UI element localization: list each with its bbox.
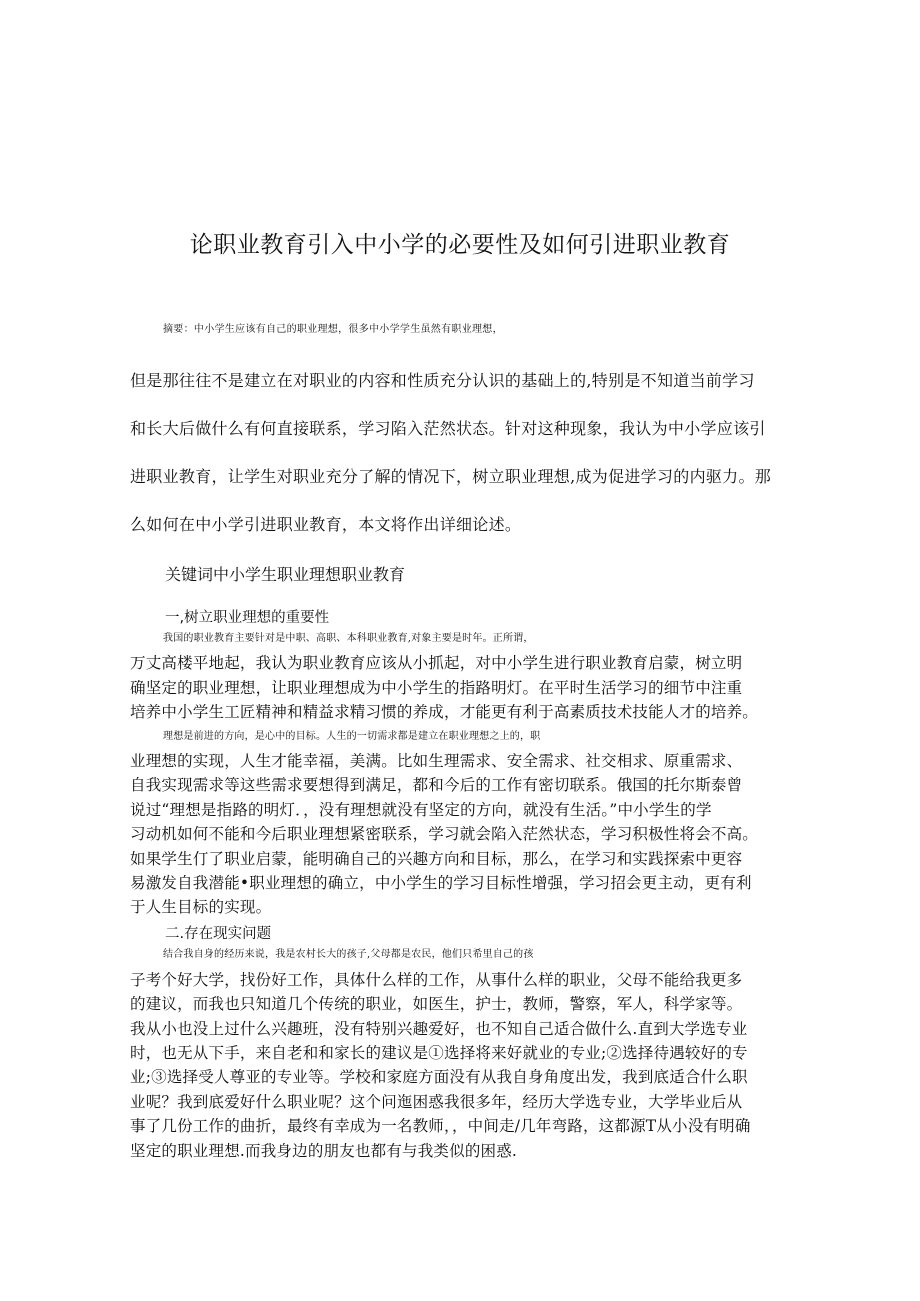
paragraph-line: 我从小也没上过什么兴趣班，没有特别兴趣爱好，也不知自己适合做什么.直到大学选专业 bbox=[130, 1020, 748, 1038]
paragraph-line: 确坚定的职业理想，让职业理想成为中小学生的指路明灯。在平时生活学习的细节中注重 bbox=[130, 679, 743, 697]
paragraph-line: 结合我自身的经历来说，我是农村长大的孩子,父母都是农民，他们只希里自己的孩 bbox=[163, 949, 534, 960]
section-heading: 二.存在现实问题 bbox=[165, 926, 272, 942]
paragraph-line: 培养中小学生工匠精神和精益求精习惯的养成，才能更有利于高素质技术技能人才的培养。 bbox=[130, 703, 759, 721]
section-heading: 一,树立职业理想的重要性 bbox=[165, 610, 330, 626]
paragraph-line: 于人生目标的实现。 bbox=[130, 898, 272, 916]
abstract-line: 进职业教育，让学生对职业充分了解的情况下，树立职业理想,成为促进学习的内驱力。那 bbox=[130, 467, 772, 486]
paragraph-line: 自我实现需求等这些需求要想得到满足，都和今后的工作有密切联系。俄国的托尔斯泰曾 bbox=[130, 776, 743, 794]
paragraph-line: 业呢？我到底爱好什么职业呢？这个问迤困惑我很多年，经历大学选专业，大学毕业后从 bbox=[130, 1093, 743, 1111]
abstract-line: 但是那往往不是建立在对职业的内容和性质充分认识的基础上的,特别是不知道当前学习 bbox=[130, 371, 755, 390]
document-title: 论职业教育引入中小学的必要性及如何引进职业教育 bbox=[189, 232, 731, 258]
paragraph-line: 我国的职业教育主要针对是中职、高职、本科职业教育,对象主要是时年。正所谓， bbox=[163, 633, 534, 644]
paragraph-line: 坚定的职业理想.而我身边的朋友也都有与我类似的困惑. bbox=[130, 1142, 518, 1160]
paragraph-line: 业;③选择受人尊亚的专业等。学校和家庭方面没有从我自身角度出发，我到底适合什么职 bbox=[130, 1068, 748, 1086]
paragraph-line: 子考个好大学，找份好工作，具体什么样的工作，从事什么样的职业，父母不能给我更多 bbox=[130, 971, 743, 989]
paragraph-line: 时，也无从下手，来自老和和家长的建议是①选择将来好就业的专业;②选择待遇较好的专 bbox=[130, 1044, 748, 1062]
abstract-line: 么如何在中小学引进职业教育，本文将作出详细论述。 bbox=[130, 515, 522, 534]
abstract-line: 和长大后做什么有何直接联系，学习陷入茫然状态。针对这种现象，我认为中小学应该引 bbox=[130, 419, 766, 438]
paragraph-line: 习动机如何不能和今后职业理想紧密联系，学习就会陷入茫然状态，学习积极性将会不高。 bbox=[130, 825, 759, 843]
paragraph-line: 万丈高楼平地起，我认为职业教育应该从小抓起，对中小学生进行职业教育启蒙，树立明 bbox=[130, 654, 743, 672]
paragraph-line: 业理想的实现，人生才能幸福，美满。比如生理需求、安全需求、社交相求、原重需求、 bbox=[130, 752, 743, 770]
paragraph-line: 事了几份工作的曲折，最终有幸成为一名教师，，中间走/几年弯路，这都源T从小没有明确 bbox=[130, 1117, 751, 1135]
paragraph-line: 如果学生仃了职业启蒙，能明确自己的兴趣方向和目标，那么，在学习和实践探索中更容 bbox=[130, 850, 743, 868]
paragraph-line: 的建议，而我也只知道几个传统的职业，如医生，护士，教师，警察，军人，科学家等。 bbox=[130, 995, 743, 1013]
paragraph-line: 说过“理想是指路的明灯．，没有理想就没有坚定的方向，就没有生活。”中小学生的学 bbox=[130, 801, 712, 819]
abstract-line: 摘要：中小学生应该有自己的职业理想，很多中小学学生虽然有职业理想， bbox=[163, 324, 503, 335]
keywords: 关键词中小学生职业理想职业教育 bbox=[165, 565, 406, 584]
paragraph-line: 易激发自我潜能•职业理想的确立，中小学生的学习目标性增强，学习招会更主动，更有利 bbox=[130, 874, 752, 892]
paragraph-line: 理想是前进的方向，是心中的目标。人生的一切需求都是建立在职业理想之上的，职 bbox=[163, 731, 541, 742]
